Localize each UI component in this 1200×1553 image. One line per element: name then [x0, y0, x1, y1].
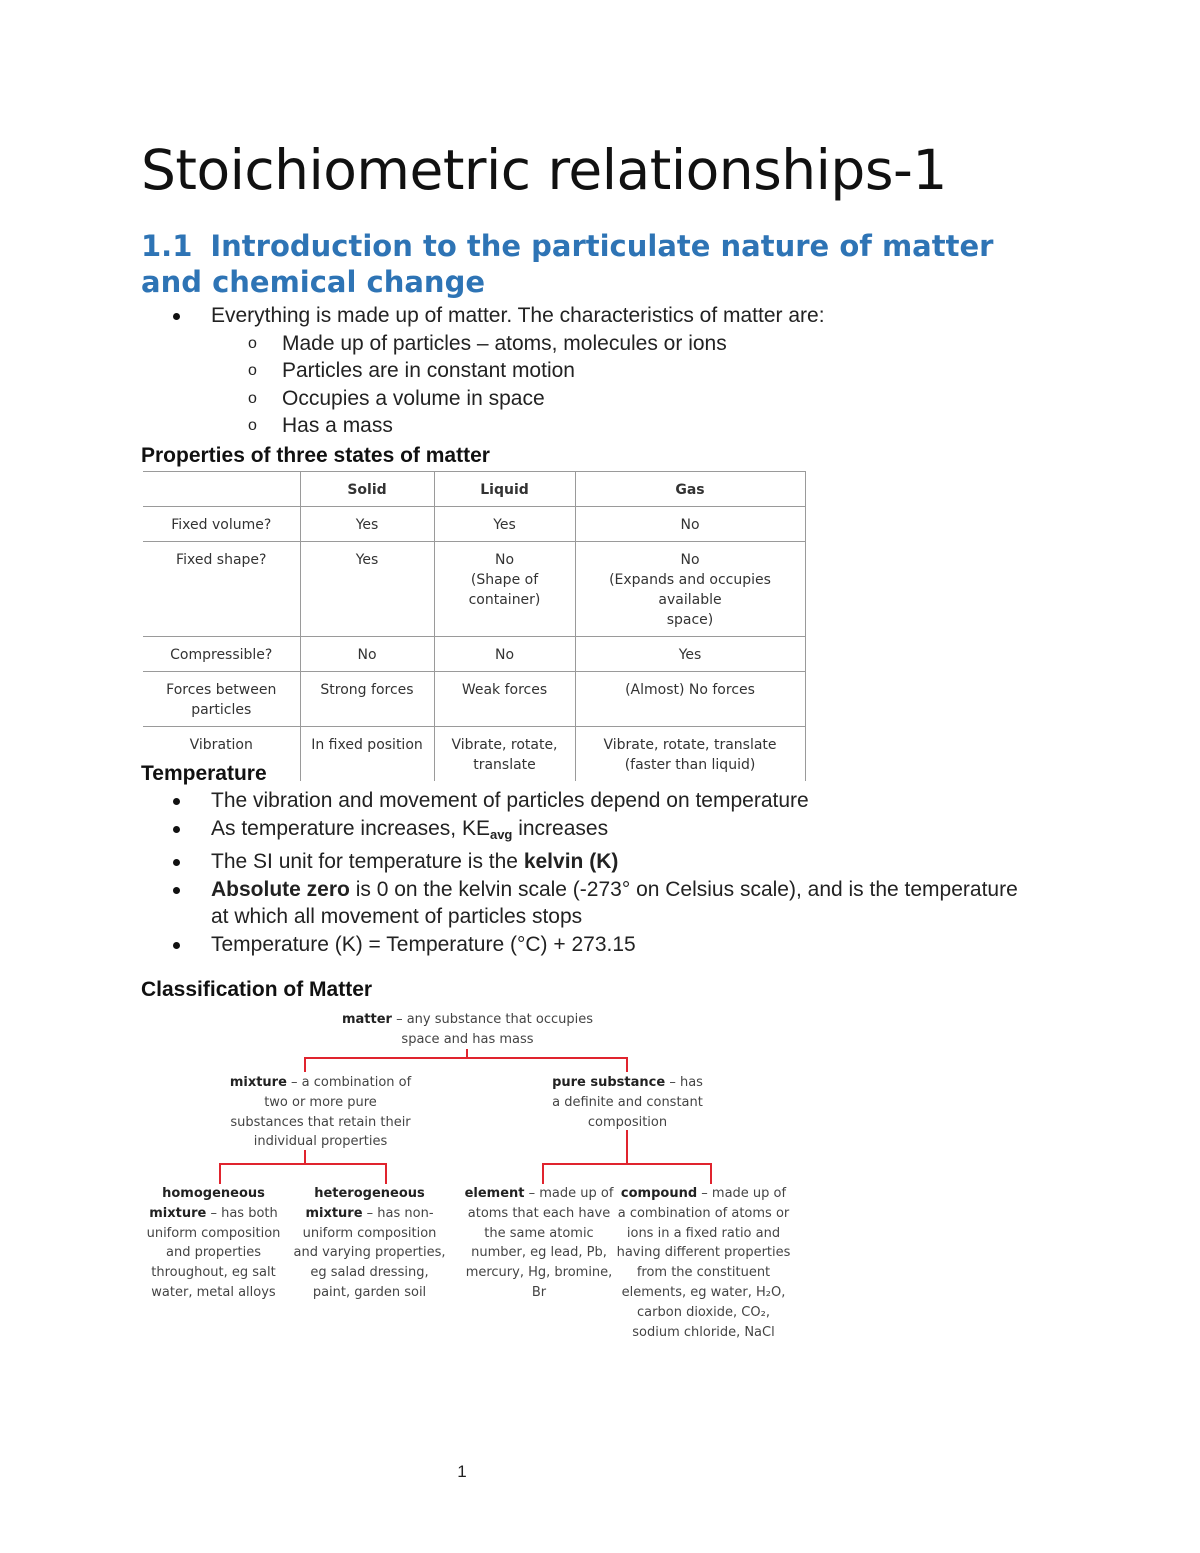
- node-term: element: [464, 1186, 525, 1201]
- node-heterogeneous-mixture: [292, 1184, 447, 1303]
- section-heading-text: Introduction to the particulate nature of matter and chemical change: [141, 229, 994, 299]
- table-cell: Forces between particles: [143, 672, 300, 727]
- list-item-text: As temperature increases, KE: [211, 816, 490, 840]
- node-term: homogeneous mixture: [149, 1186, 265, 1221]
- table-cell: Vibrate, rotate, translate (faster than liquid): [575, 727, 805, 782]
- bold-term: kelvin (K): [523, 850, 619, 873]
- node-term: matter: [341, 1012, 392, 1027]
- table-header-cell: Liquid: [434, 472, 575, 507]
- node-term: compound: [620, 1186, 698, 1201]
- node-text: – a combination of two or more pure substances that retain their individual properties: [230, 1075, 412, 1150]
- table-cell: No (Shape of container): [434, 542, 575, 637]
- circle-bullet-icon: o: [248, 417, 257, 434]
- table-cell: Fixed volume?: [143, 507, 300, 542]
- node-term: pure substance: [552, 1075, 666, 1090]
- table-cell: Yes: [300, 507, 434, 542]
- list-item-text: The SI unit for temperature is the: [211, 850, 524, 873]
- table-cell: No: [575, 507, 805, 542]
- list-item-text: The vibration and movement of particles depend on temperature: [211, 789, 809, 812]
- node-term: heterogeneous mixture: [305, 1186, 425, 1221]
- node-matter: [340, 1010, 595, 1050]
- classification-heading: Classification of Matter: [141, 978, 373, 1001]
- table-cell: Yes: [575, 637, 805, 672]
- node-text: – has both uniform composition and properties throughout, eg salt water, metal alloys: [146, 1205, 281, 1300]
- circle-bullet-icon: o: [248, 362, 257, 379]
- node-compound: [616, 1184, 791, 1342]
- circle-bullet-icon: o: [248, 389, 257, 407]
- node-term: mixture: [229, 1075, 287, 1090]
- table-cell: No: [300, 637, 434, 672]
- node-mixture: [228, 1073, 413, 1152]
- table-cell: Weak forces: [434, 672, 575, 727]
- subscript: avg: [489, 826, 513, 842]
- list-item-text: is 0 on the kelvin scale (-273° on Celsius scale), and is the temperature at which all movement of particles stops: [211, 877, 1018, 928]
- node-homogeneous-mixture: [136, 1184, 291, 1303]
- table-cell: Vibrate, rotate, translate: [434, 727, 575, 782]
- section-number: 1.1: [141, 229, 193, 263]
- node-text: – made up of atoms that each have the same atomic number, eg lead, Pb, mercury, Hg, bromine, Br: [465, 1186, 614, 1300]
- page-number: 1: [457, 1462, 467, 1481]
- node-element: [464, 1184, 614, 1303]
- table-cell: Compressible?: [143, 637, 300, 672]
- table-cell: Yes: [300, 542, 434, 637]
- sub-list-item-text: Has a mass: [282, 414, 393, 437]
- circle-bullet-icon: o: [248, 334, 257, 352]
- sub-list-item-text: Particles are in constant motion: [282, 359, 575, 382]
- table-cell: In fixed position: [300, 727, 434, 782]
- sub-list-item-text: Occupies a volume in space: [282, 386, 545, 410]
- list-item-text: Temperature (K) = Temperature (°C) + 273.15: [211, 932, 636, 956]
- table-header-cell: Gas: [575, 472, 805, 507]
- bold-term: Absolute zero: [211, 877, 350, 901]
- table-cell: Vibration: [143, 727, 300, 782]
- table-cell: Yes: [434, 507, 575, 542]
- node-text: – has a definite and constant composition: [552, 1075, 703, 1130]
- node-text: – any substance that occupies space and has mass: [391, 1012, 594, 1047]
- node-text: – has non-uniform composition and varying properties, eg salad dressing, paint, garden soil: [293, 1205, 446, 1300]
- table-cell: No: [434, 637, 575, 672]
- page-title: Stoichiometric relationships-1: [141, 138, 947, 202]
- table-cell: Fixed shape?: [143, 542, 300, 637]
- sub-list-item-text: Made up of particles – atoms, molecules or ions: [282, 331, 727, 355]
- temperature-heading: Temperature: [141, 762, 267, 785]
- states-table-heading: Properties of three states of matter: [141, 444, 490, 467]
- node-text: – made up of a combination of atoms or ions in a fixed ratio and having different properties from the constituent elements, eg water, H₂O, carbon dioxide, CO₂, sodium chloride, NaCl: [616, 1186, 791, 1340]
- node-pure-substance: [550, 1073, 705, 1132]
- list-item-text: Everything is made up of matter. The characteristics of matter are:: [211, 304, 825, 327]
- table-header-cell: Solid: [300, 472, 434, 507]
- table-cell: (Almost) No forces: [575, 672, 805, 727]
- table-cell: Strong forces: [300, 672, 434, 727]
- table-cell: No (Expands and occupies available space): [575, 542, 805, 637]
- list-item-text: increases: [512, 816, 609, 840]
